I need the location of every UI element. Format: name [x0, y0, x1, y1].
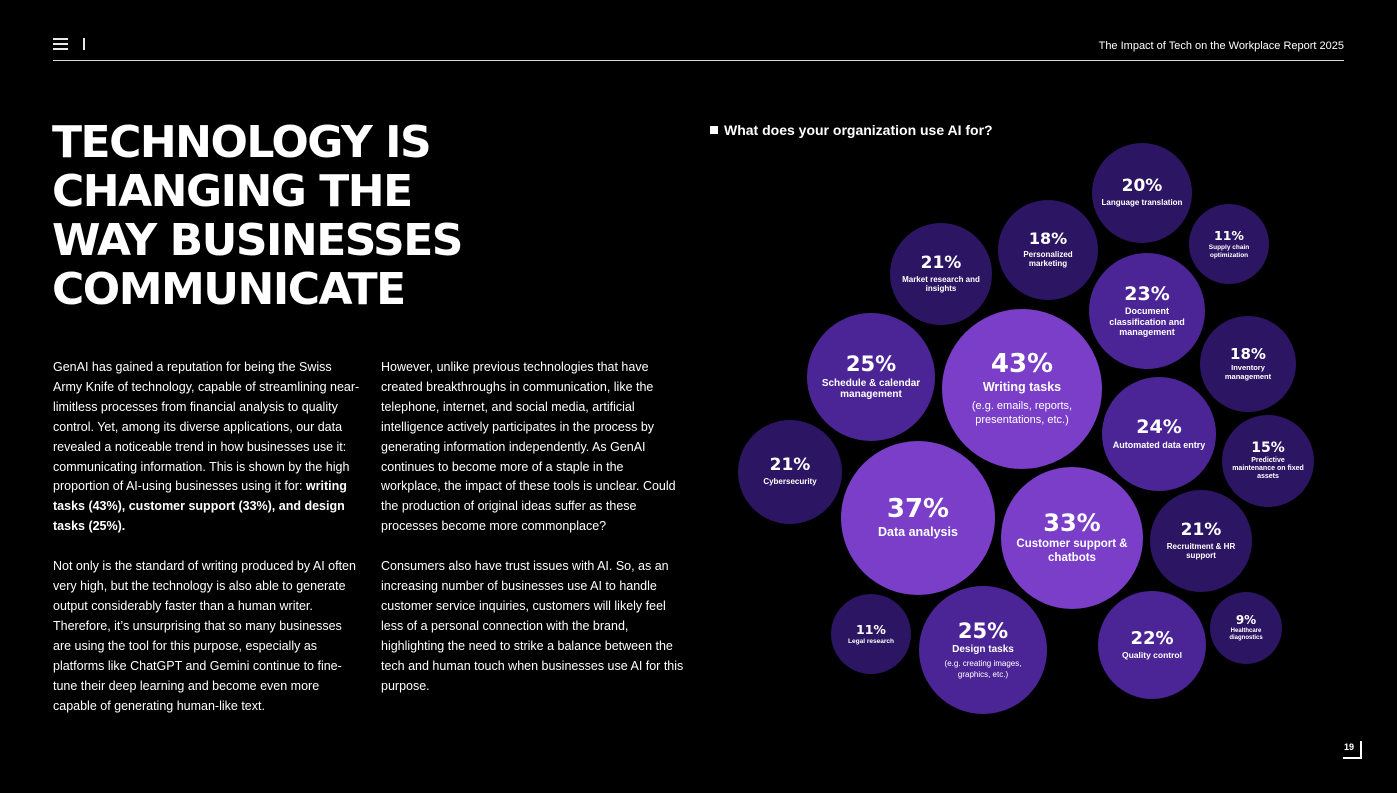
- bubble-label: Personalized marketing: [1023, 250, 1073, 269]
- bubble: [1200, 316, 1296, 412]
- bubble: [998, 200, 1098, 300]
- bubble: [841, 441, 995, 595]
- bubble-sublabel: (e.g. creating images, graphics, etc.): [944, 659, 1022, 679]
- bubble-value: 37%: [886, 494, 950, 525]
- bubble-value: 18%: [1230, 344, 1266, 363]
- report-title: The Impact of Tech on the Workplace Report 2025: [1098, 40, 1344, 52]
- body-text-bold: writing tasks (43%), customer support (33%), and design tasks (25%).: [53, 479, 347, 534]
- bubble: [1189, 204, 1269, 284]
- bubble-value: 11%: [1214, 227, 1244, 243]
- body-paragraph: Consumers also have trust issues with AI. So, as an increasing number of businesses use AI to handle customer service inquiries, customers will likely feel less of a personal connection with the brand, highlighting the need to strike a balance between the tech and human touch when businesses use AI for this purpose.: [381, 559, 684, 693]
- bubble-value: 18%: [1028, 229, 1068, 249]
- bubble-value: 23%: [1124, 282, 1170, 305]
- bubble: [807, 313, 935, 441]
- bubble-label: Market research and insights: [902, 274, 980, 293]
- bubble-label: Data analysis: [878, 525, 958, 540]
- bubble: [1222, 415, 1314, 507]
- bubble: [890, 223, 992, 325]
- page-title-line: CHANGING THE: [52, 166, 412, 217]
- bubble: [1098, 591, 1206, 699]
- bubble: [1150, 490, 1252, 592]
- bubble-sublabel: (e.g. emails, reports, presentations, etc.): [971, 399, 1073, 426]
- bubble: [1001, 467, 1143, 609]
- body-column-left: [53, 358, 363, 736]
- bubble-value: 43%: [990, 348, 1054, 379]
- page-title-line: WAY BUSINESSES: [52, 215, 462, 266]
- bubble-label: Design tasks: [952, 643, 1014, 655]
- bubble: [738, 420, 842, 524]
- menu-icon[interactable]: [53, 38, 68, 50]
- bubble: [1089, 253, 1205, 369]
- page-number: [1343, 741, 1363, 760]
- bubble-label: Inventory management: [1224, 363, 1272, 381]
- page-title: [52, 118, 462, 314]
- bubble-value: 9%: [1235, 612, 1257, 627]
- body-paragraph: [53, 358, 363, 537]
- bubble-value: 33%: [1043, 509, 1101, 538]
- square-bullet-icon: [710, 126, 718, 134]
- bubble-label: Legal research: [848, 637, 894, 645]
- bubble-value: 25%: [957, 618, 1009, 643]
- bubble: [919, 586, 1047, 714]
- bubble-label: Healthcare diagnostics: [1229, 628, 1263, 642]
- bubble: [831, 594, 911, 674]
- top-bar: [53, 34, 1344, 61]
- bubble-label: Customer support & chatbots: [1016, 538, 1128, 564]
- bubble-label: Supply chain optimization: [1208, 244, 1250, 259]
- chart-title-text: What does your organization use AI for?: [724, 122, 993, 138]
- chart-title: [710, 122, 993, 138]
- bubble-value: 24%: [1136, 415, 1182, 438]
- bubble-label: Quality control: [1122, 649, 1182, 660]
- page-title-line: COMMUNICATE: [52, 264, 405, 315]
- body-paragraph: However, unlike previous technologies that have created breakthroughs in communication, like the telephone, internet, and social media, artificial intelligence actively participates in the process by generating information independently. As GenAI continues to become more of a staple in the workplace, the impact of these tools is unclear. Could the production of original ideas suffer as these processes become more commonplace?: [381, 360, 676, 534]
- bubble-value: 22%: [1130, 627, 1174, 649]
- bubble-label: Automated data entry: [1112, 439, 1206, 450]
- bubble-label: Writing tasks: [982, 380, 1062, 395]
- bubble: [942, 309, 1102, 469]
- bubble-value: 21%: [920, 252, 962, 273]
- bubble-value: 21%: [1180, 519, 1222, 540]
- bubble-label: Schedule & calendar management: [821, 377, 921, 401]
- bubble: [1092, 143, 1192, 243]
- bubble-label: Predictive maintenance on fixed assets: [1232, 457, 1304, 481]
- bubble-label: Language translation: [1101, 198, 1183, 208]
- page-title-line: TECHNOLOGY IS: [52, 117, 431, 168]
- bubble: [1210, 592, 1282, 664]
- body-column-right: [381, 358, 686, 717]
- divider: [83, 38, 85, 50]
- bubble-value: 21%: [769, 455, 811, 476]
- bubble-label: Recruitment & HR support: [1166, 541, 1236, 560]
- body-text: GenAI has gained a reputation for being the Swiss Army Knife of technology, capable of streamlining near-limitless processes from financial analysis to quality control. Yet, among its diverse applications, our data revealed a noticeable trend in how businesses use it: communicating information. This is shown by the high proportion of AI-using businesses using it for:: [53, 360, 360, 494]
- bubble-label: Cybersecurity: [763, 477, 817, 487]
- page-number-text: 19: [1344, 742, 1355, 752]
- bubble-value: 15%: [1251, 439, 1285, 456]
- bubble-value: 25%: [845, 352, 897, 377]
- bubble: [1102, 377, 1216, 491]
- bubble-label: Document classification and management: [1109, 306, 1185, 338]
- body-paragraph: Not only is the standard of writing produced by AI often very high, but the technology is also able to generate output considerably faster than a human writer. Therefore, it’s unsurprising that so many businesses are using the tool for this purpose, especially as platforms like ChatGPT and Gemini continue to fine-tune their deep learning and become even more capable of generating human-like text.: [53, 559, 356, 713]
- bubble-value: 11%: [856, 621, 886, 637]
- bubble-value: 20%: [1121, 176, 1163, 197]
